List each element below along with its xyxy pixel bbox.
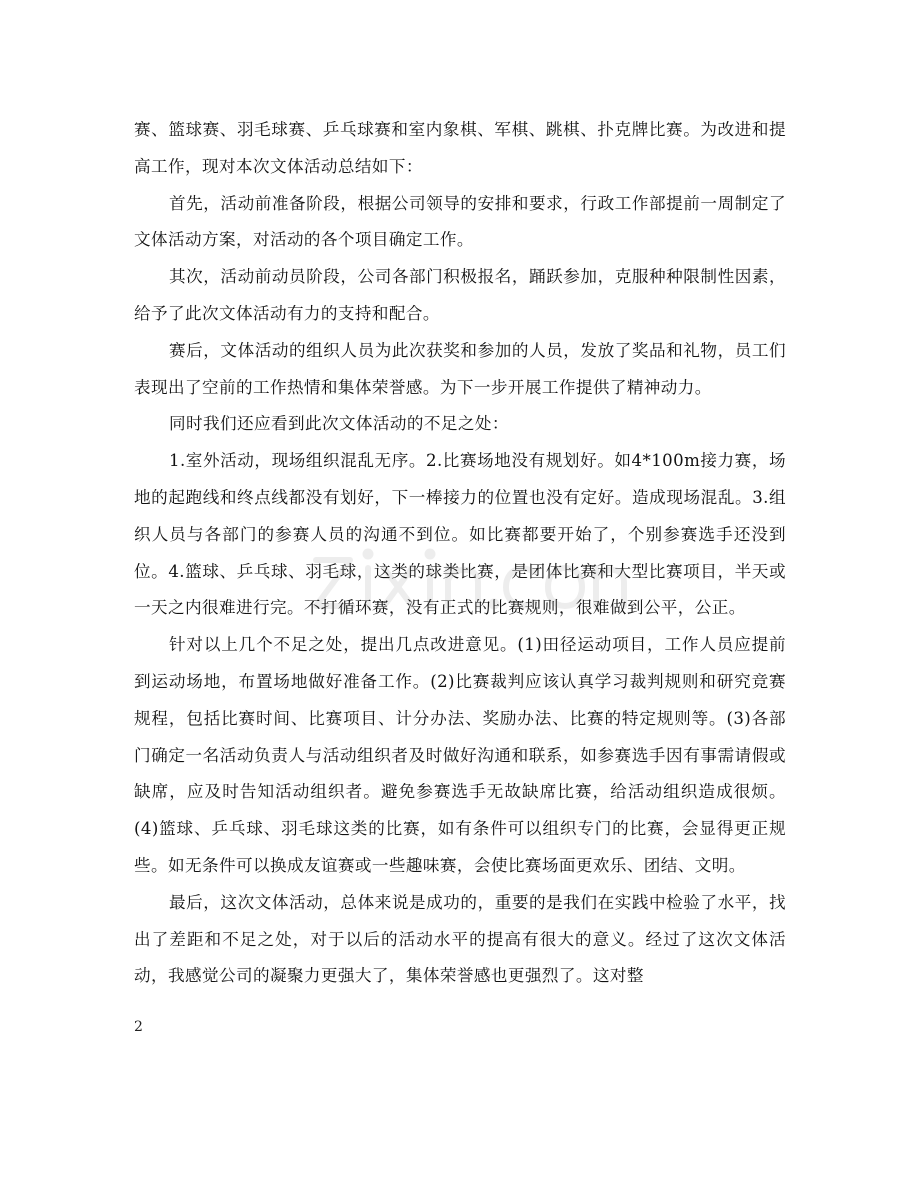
paragraph-4: 赛后，文体活动的组织人员为此次获奖和参加的人员，发放了奖品和礼物，员工们表现出了空前的工作热情和集体荣誉感。为下一步开展工作提供了精神动力。 [134, 340, 786, 397]
paragraph-5: 同时我们还应看到此次文体活动的不足之处： [169, 414, 509, 434]
paragraph-8: 最后，这次文体活动，总体来说是成功的，重要的是我们在实践中检验了水平，找出了差距和不足之处，对于以后的活动水平的提高有很大的意义。经过了这次文体活动，我感觉公司的凝聚力更强大了，集体荣誉感也更强烈了。这对整 [134, 892, 786, 986]
paragraph-7: 针对以上几个不足之处，提出几点改进意见。(1)田径运动项目，工作人员应提前到运动场地，布置场地做好准备工作。(2)比赛裁判应该认真学习裁判规则和研究竞赛规程，包括比赛时间、比赛项目、计分办法、奖励办法、比赛的特定规则等。(3)各部门确定一名活动负责人与活动组织者及时做好沟通和联系，如参赛选手因有事需请假或缺席，应及时告知活动组织者。避免参赛选手无故缺席比赛，给活动组织造成很烦。(4)篮球、乒乓球、羽毛球这类的比赛，如有条件可以组织专门的比赛，会显得更正规些。如无条件可以换成友谊赛或一些趣味赛，会使比赛场面更欢乐、团结、文明。 [134, 635, 786, 875]
paragraph-1: 赛、篮球赛、羽毛球赛、乒乓球赛和室内象棋、军棋、跳棋、扑克牌比赛。为改进和提高工作，现对本次文体活动总结如下： [134, 120, 786, 176]
paragraph-6: 1.室外活动，现场组织混乱无序。2.比赛场地没有规划好。如4*100m接力赛，场地的起跑线和终点线都没有划好，下一棒接力的位置也没有定好。造成现场混乱。3.组织人员与各部门的参赛人员的沟通不到位。如比赛都要开始了，个别参赛选手还没到位。4.篮球、乒乓球、羽毛球，这类的球类比赛，是团体比赛和大型比赛项目，半天或一天之内很难进行完。不打循环赛，没有正式的比赛规则，很难做到公平，公正。 [134, 451, 786, 618]
paragraph-3: 其次，活动前动员阶段，公司各部门积极报名，踊跃参加，克服种种限制性因素，给予了此次文体活动有力的支持和配合。 [134, 267, 786, 323]
page-number: 2 [134, 1019, 143, 1035]
paragraph-2: 首先，活动前准备阶段，根据公司领导的安排和要求，行政工作部提前一周制定了文体活动方案，对活动的各个项目确定工作。 [134, 193, 786, 250]
document-body [134, 112, 786, 995]
